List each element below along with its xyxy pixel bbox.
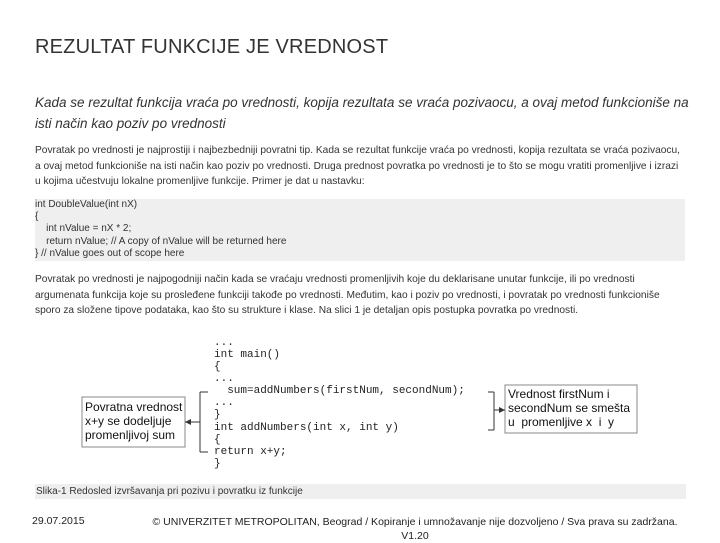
fig-code-line: sum=addNumbers(firstNum, secondNum); <box>214 385 465 397</box>
fig-code-line: { <box>214 361 221 373</box>
fig-code-line: } <box>214 458 221 470</box>
label-line: Vrednost firstNum i <box>508 387 610 401</box>
fig-code-line: { <box>214 434 221 446</box>
code-line: } // nValue goes out of scope here <box>35 247 185 259</box>
label-line: secondNum se smešta <box>508 401 631 415</box>
fig-code-line: return x+y; <box>214 446 287 458</box>
label-line: u promenljive x i y <box>508 415 615 429</box>
lead-text: Kada se rezultat funkcija vraća po vrednosti, kopija rezultata se vraća pozivaocu, a ovaj metod funkcioniše na isti način kao poziv po vrednosti <box>35 95 689 131</box>
figure-caption: Slika-1 Redosled izvršavanja pri pozivu i povratku iz funkcije <box>35 484 686 499</box>
fig-code-line: int main() <box>214 349 281 361</box>
slide-title: REZULTAT FUNKCIJE JE VREDNOST <box>35 36 389 58</box>
right-arrow-head <box>499 407 505 413</box>
fig-code-line: ... <box>214 337 234 349</box>
fig-code-line: ... <box>214 397 234 409</box>
footer-copyright: © UNIVERZITET METROPOLITAN, Beograd / Kopiranje i umnožavanje nije dozvoljeno / Sva prava su zadržana. V1.20 <box>152 516 678 542</box>
return-value-label <box>85 400 185 442</box>
left-bracket <box>200 392 208 452</box>
code-line: return nValue; // A copy of nValue will be returned here <box>35 235 287 247</box>
label-line: x+y se dodeljuje <box>85 414 172 428</box>
footer-date: 29.07.2015 <box>32 515 85 527</box>
argument-values-label <box>508 387 638 429</box>
paragraph-1: Povratak po vrednosti je najprostiji i najbezbedniji povratni tip. Kada se rezultat funkcije vraća po vrednosti, kopija rezultata se vraća pozivaocu, a ovaj metod funkcioniše na isti način kao poziv po vrednosti. Druga prednost povratka po vrednosti je to što se mogu vratiti promenljive i izrazi u kojima učestvuju lokalne promenljive funkcije. Primer je dat u nastavku: <box>35 145 680 188</box>
paragraph-2: Povratak po vrednosti je najpogodniji način kada se vraćaju vrednosti promenljivih koje du deklarisane unutar funkcije, ili po vrednosti argumenata funkcija koje su prosleđene funkciji takođe po vrednosti. Međutim, kao i poziv po vrednosti, i povratak po vrednosti funkcioniše sporo za složene tipove podataka, kao što su strukture i klase. Na slici 1 je detaljan opis postupka povratka po vrednosti. <box>35 274 660 317</box>
code-line: int DoubleValue(int nX) <box>35 199 138 210</box>
fig-code-line: } <box>214 409 221 421</box>
fig-code-line: int addNumbers(int x, int y) <box>214 422 399 434</box>
label-line: promenljivoj sum <box>85 428 176 442</box>
left-arrow-head <box>185 419 191 425</box>
code-line: { <box>35 211 39 223</box>
label-line: Povratna vrednost <box>85 400 183 414</box>
code-line: int nValue = nX * 2; <box>35 223 132 235</box>
fig-code-line: ... <box>214 373 234 385</box>
